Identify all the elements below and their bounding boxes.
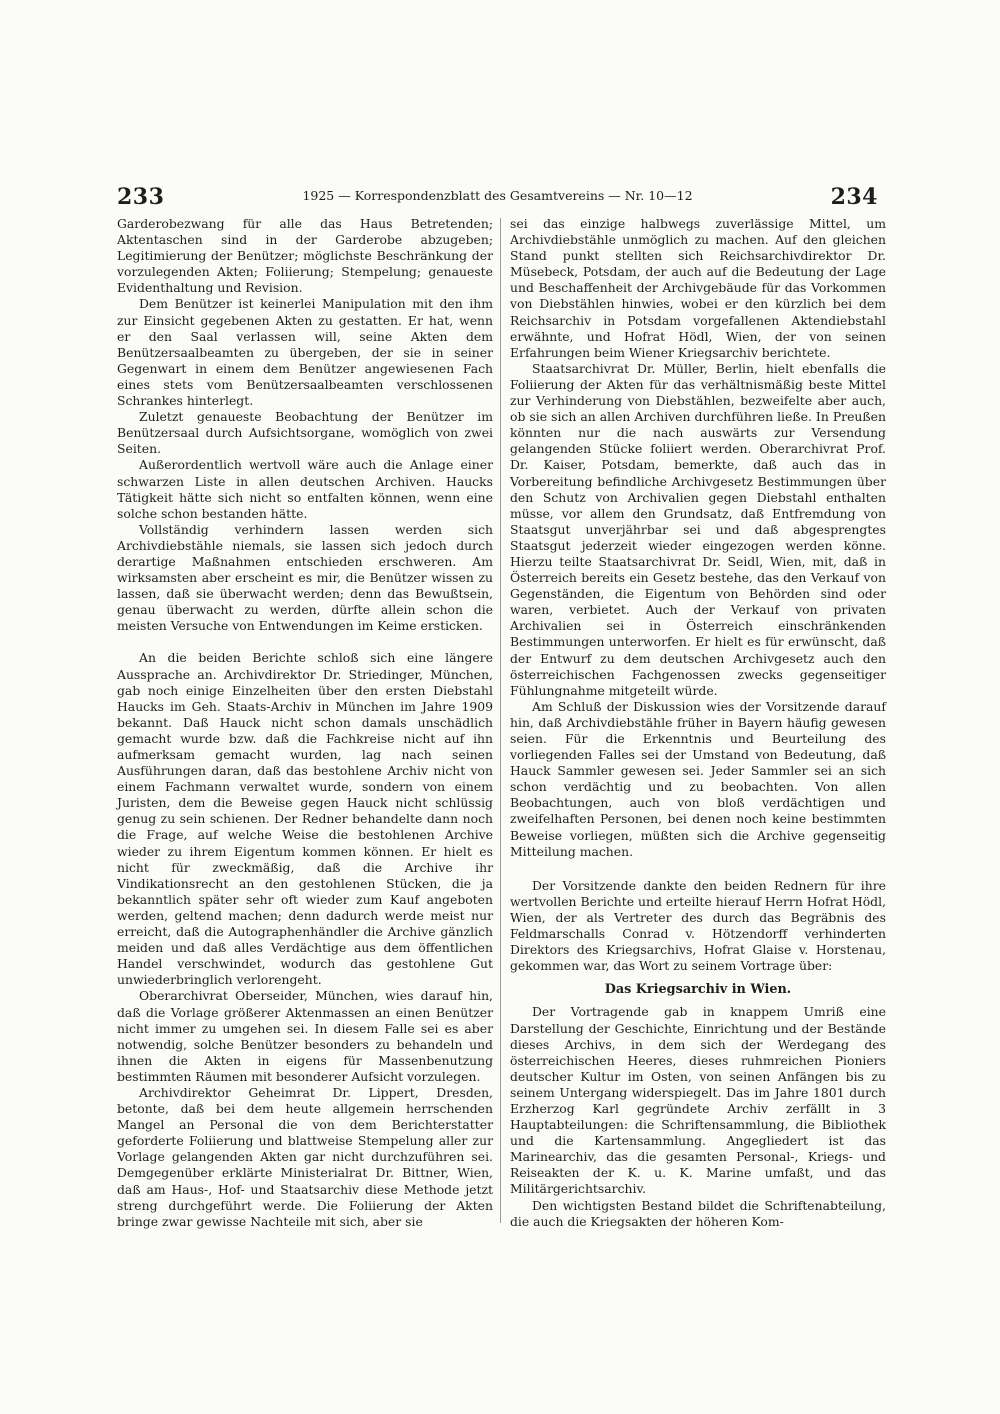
paragraph: Oberarchivrat Oberseider, München, wies darauf hin, daß die Vorlage größerer Aktenmassen an einen Benützer nicht immer zu umgehen sei. In diesem Falle sei es aber notwendig, solche Benützer besonders zu behandeln und ihnen die Akten in eigens für Massenbenutzung bestimmten Räumen mit besonderer Aufsicht vorzulegen. — [117, 988, 493, 1084]
section-heading: Das Kriegsarchiv in Wien. — [604, 982, 792, 998]
paragraph: An die beiden Berichte schloß sich eine längere Aussprache an. Archivdirektor Dr. Striedinger, München, gab noch einige Einzelheiten über den ersten Diebstahl Haucks im Geh. Staats-Archiv in München im Jahre 1909 bekannt. Daß Hauck nicht schon damals unschädlich gemacht wurde bzw. daß die Fachkreise nicht auf ihn aufmerksam gemacht wurden, lag nach seinen Ausführungen daran, daß das bestohlene Archiv nicht von einem Fachmann verwaltet wurde, sondern von einem Juristen, dem die Beweise gegen Hauck nicht schlüssig genug zu sein schienen. Der Redner behandelte dann noch die Frage, auf welche Weise die bestohlenen Archive wieder zu ihrem Eigentum kommen können. Er hielt es nicht für zweckmäßig, daß die Archive ihr Vindikationsrecht an den gestohlenen Stücken, die ja bekanntlich später sehr oft wieder zum Kauf angeboten werden, geltend machen; denn dadurch werde meist nur erreicht, daß die Autographenhändler die Archive gänzlich meiden und daß alles Verdächtige aus dem öffentlichen Handel verschwindet, wodurch das gestohlene Gut unwiederbringlich verlorengeht. — [117, 650, 493, 988]
paragraph: Archivdirektor Geheimrat Dr. Lippert, Dresden, betonte, daß bei dem heute allgemein herrschenden Mangel an Personal die von dem Berichterstatter geforderte Foliierung und blattweise Stempelung aller zur Vorlage gelangenden Akten gar nicht durchzuführen sei. Demgegenüber erklärte Ministerialrat Dr. Bittner, Wien, daß am Haus-, Hof- und Staatsarchiv diese Methode jetzt streng durchgeführt werde. Die Foliierung der Akten bringe zwar gewisse Nachteile mit sich, aber sie — [117, 1084, 493, 1229]
right-column — [510, 216, 886, 1230]
paragraph: Der Vorsitzende dankte den beiden Rednern für ihre wertvollen Berichte und erteilte hierauf Herrn Hofrat Hödl, Wien, der als Vertreter des durch das Begräbnis des Feldmarschalls Conrad v. Hötzendorff verhinderten Direktors des Kriegsarchivs, Hofrat Glaise v. Horstenau, gekommen war, das Wort zu seinem Vortrage über: — [510, 877, 886, 974]
left-column — [117, 216, 493, 1230]
paragraph: Der Vortragende gab in knappem Umriß eine Darstellung der Geschichte, Einrichtung und der Bestände dieses Archivs, in dem sich der Werdegang des österreichischen Heeres, dieses ruhmreichen Pioniers deutscher Kultur im Osten, von seinen Anfängen bis zu seinem Untergang widerspiegelt. Das im Jahre 1801 durch Erzherzog Karl gegründete Archiv zerfällt in 3 Hauptabteilungen: die Schriftensammlung, die Bibliothek und die Kartensammlung. Angegliedert ist das Marinearchiv, das die gesamten Personal-, Kriegs- und Reiseakten der K. u. K. Marine umfaßt, und das Militärgerichtsarchiv. — [510, 1004, 886, 1197]
paragraph: Dem Benützer ist keinerlei Manipulation mit den ihm zur Einsicht gegebenen Akten zu gestatten. Er hat, wenn er den Saal verlassen will, seine Akten dem Benützersaalbeamten zu übergeben, der sie in seiner Gegenwart in einem dem Benützer angewiesenen Fach eines stets vom Benützersaalbeamten verschlossenen Schrankes hinterlegt. — [117, 296, 493, 409]
paragraph: Am Schluß der Diskussion wies der Vorsitzende darauf hin, daß Archivdiebstähle früher in Bayern häufig gewesen seien. Für die Erkenntnis und Beurteilung des vorliegenden Falles sei der Umstand von Bedeutung, daß Hauck Sammler gewesen sei. Jeder Sammler sei an sich schon verdächtig und zu beobachten. Von allen Beobachtungen, auch von bloß verdächtigen und zweifelhaften Personen, bei denen noch keine bestimmten Beweise vorliegen, müßten sich die Archive gegenseitig Mitteilung machen. — [510, 698, 886, 859]
running-title: 1925 — Korrespondenzblatt des Gesamtvereins — Nr. 10—12 — [302, 188, 693, 203]
paragraph: Außerordentlich wertvoll wäre auch die Anlage einer schwarzen Liste in allen deutschen Archiven. Haucks Tätigkeit hätte sich nicht so entfalten können, wenn eine solche schon bestanden hätte. — [117, 457, 493, 521]
paragraph: Zuletzt genaueste Beobachtung der Benützer im Benützersaal durch Aufsichtsorgane, womöglich von zwei Seiten. — [117, 409, 493, 457]
paragraph: Den wichtigsten Bestand bildet die Schriftenabteilung, die auch die Kriegsakten der höheren Kom- — [510, 1197, 886, 1229]
page-number-left: 233 — [117, 184, 165, 210]
paragraph: Garderobezwang für alle das Haus Betretenden; Aktentaschen sind in der Garderobe abzugeben; Legitimierung der Benützer; möglichste Beschränkung der vorzulegenden Akten; Foliierung; Stempelung; genaueste Evidenthaltung und Revision. — [117, 216, 493, 296]
paragraph: Vollständig verhindern lassen werden sich Archivdiebstähle niemals, sie lassen sich jedoch durch derartige Maßnahmen entschieden erschweren. Am wirksamsten aber erscheint es mir, die Benützer wissen zu lassen, daß sie überwacht werden; denn das Bewußtsein, genau überwacht zu werden, dürfte allein schon die meisten Versuche von Entwendungen im Keime ersticken. — [117, 521, 493, 634]
paragraph: Staatsarchivrat Dr. Müller, Berlin, hielt ebenfalls die Foliierung der Akten für das verhältnismäßig beste Mittel zur Verhinderung von Diebstählen, bezweifelte aber auch, ob sie sich an allen Archiven durchführen ließe. In Preußen könnten nur die nach auswärts zur Versendung gelangenden Stücke foliiert werden. Oberarchivrat Prof. Dr. Kaiser, Potsdam, bemerkte, daß auch das in Vorbereitung befindliche Archivgesetz Bestimmungen über den Schutz von Archivalien gegen Diebstahl enthalten müsse, vor allem den Grundsatz, daß Entfremdung von Staatsgut unverjährbar sei und daß abgesprengtes Staatsgut jederzeit wieder eingezogen werden könne. Hierzu teilte Staatsarchivrat Dr. Seidl, Wien, mit, daß in Österreich bereits ein Gesetz bestehe, das den Verkauf von Gegenständen, die Eigentum von Behörden sind oder waren, verbietet. Auch der Verkauf von privaten Archivalien sei in Österreich einschränkenden Bestimmungen unterworfen. Er hielt es für erwünscht, daß der Entwurf zu dem deutschen Archivgesetz auch den österreichischen Fachgenossen zwecks gegenseitiger Fühlungnahme mitgeteilt würde. — [510, 360, 886, 698]
paragraph: sei das einzige halbwegs zuverlässige Mittel, um Archivdiebstähle unmöglich zu machen. Auf den gleichen Stand punkt stellten sich Reichsarchivdirektor Dr. Müsebeck, Potsdam, der auch auf die Bedeutung der Lage und Beschaffenheit der Archivgebäude für das Vorkommen von Diebstählen hinwies, wobei er den kürzlich bei dem Reichsarchiv in Potsdam vorgefallenen Aktendiebstahl erwähnte, und Hofrat Hödl, Wien, der von seinen Erfahrungen beim Wiener Kriegsarchiv berichtete. — [510, 216, 886, 360]
page-number-right: 234 — [830, 184, 878, 210]
page-header — [117, 184, 878, 212]
column-divider — [500, 218, 501, 1223]
